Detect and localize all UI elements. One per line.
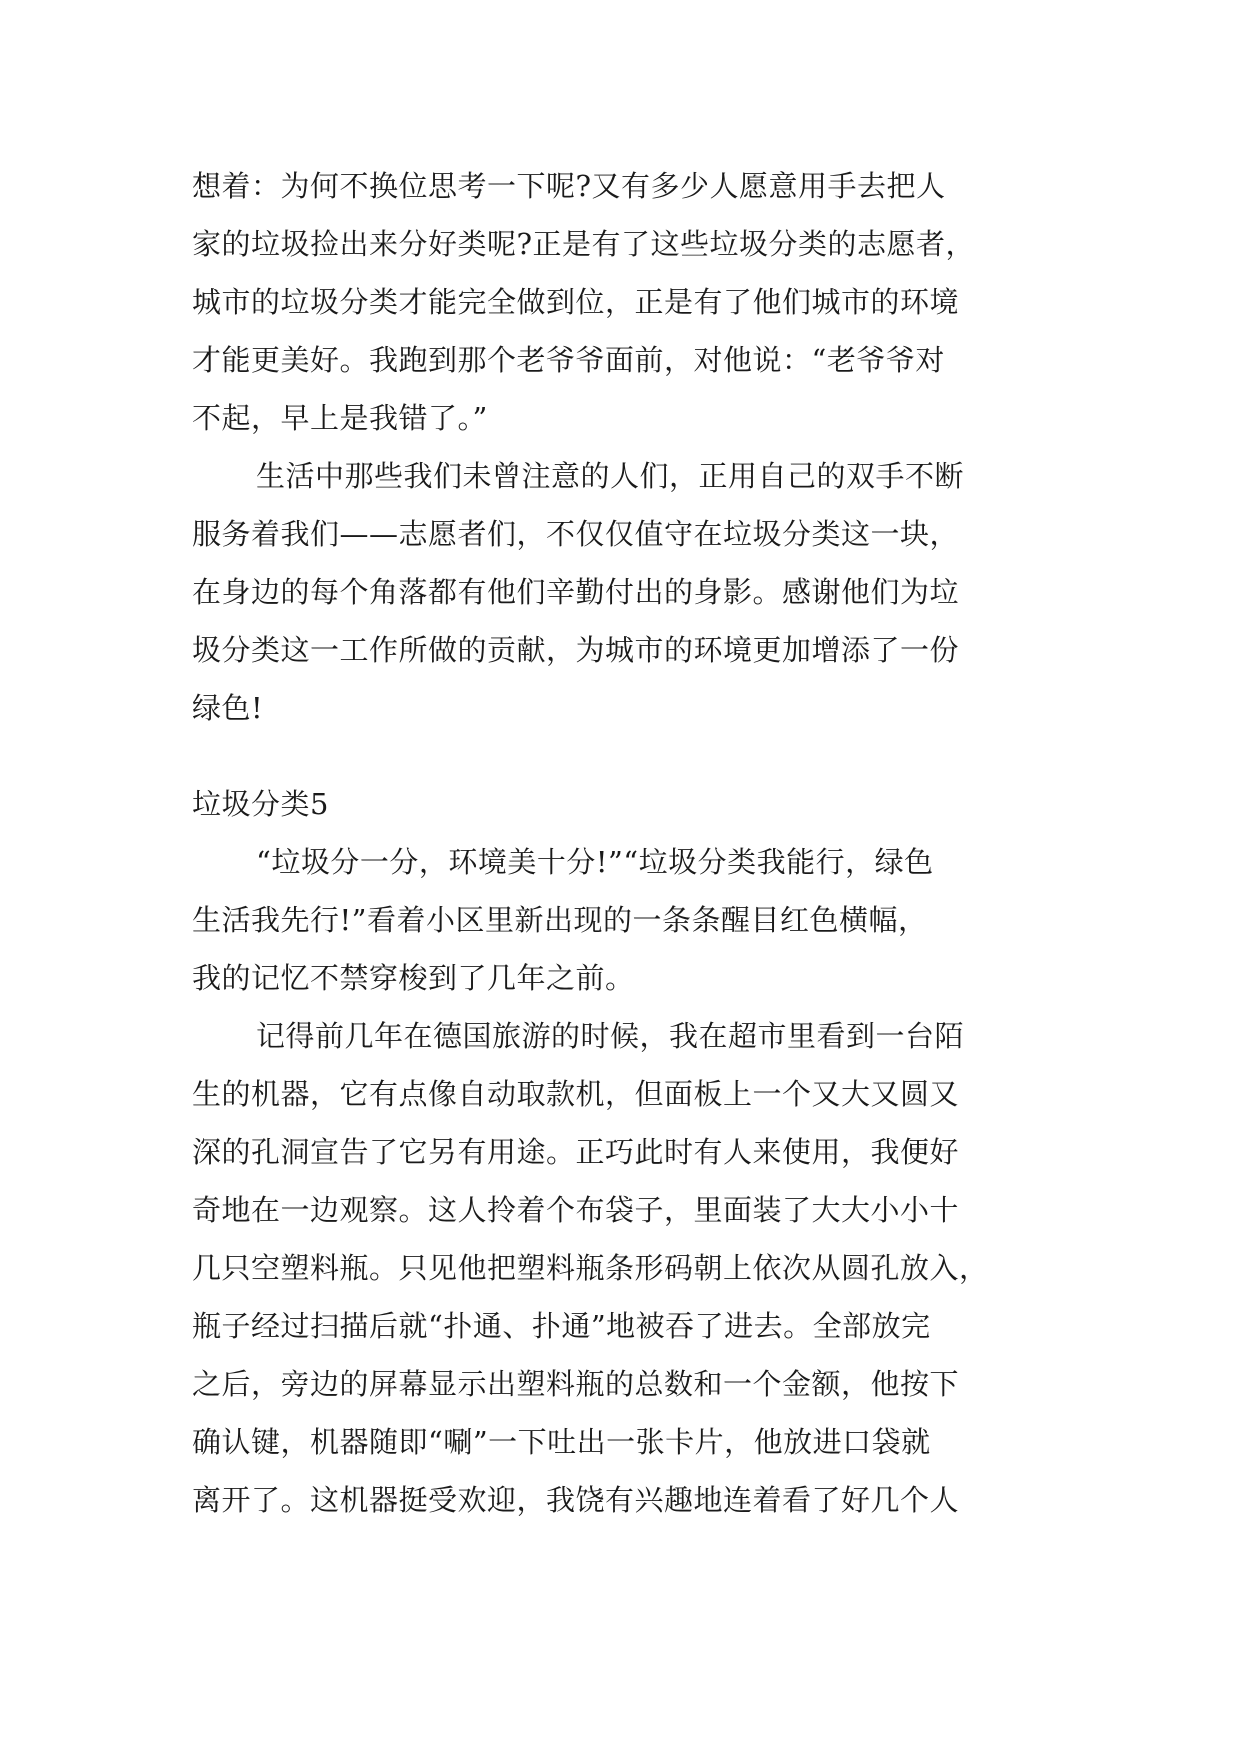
text-line: 想着：为何不换位思考一下呢?又有多少人愿意用手去把人 (192, 169, 946, 203)
text-line: 我的记忆不禁穿梭到了几年之前。 (192, 961, 635, 995)
section5-body (192, 833, 1052, 1529)
section5-paragraph-1 (192, 833, 1052, 1007)
text-line: 不起，早上是我错了。” (192, 401, 488, 435)
continued-paragraph (192, 157, 1052, 447)
text-line: 城市的垃圾分类才能完全做到位，正是有了他们城市的环境 (192, 285, 960, 319)
text-line: 才能更美好。我跑到那个老爷爷面前，对他说：“老爷爷对 (192, 343, 945, 377)
closing-paragraph (192, 447, 1052, 737)
text-line: 绿色! (192, 691, 264, 725)
text-line: 生活中那些我们未曾注意的人们，正用自己的双手不断 (256, 459, 965, 493)
text-line: 几只空塑料瓶。只见他把塑料瓶条形码朝上依次从圆孔放入， (192, 1251, 989, 1285)
text-line: 服务着我们——志愿者们，不仅仅值守在垃圾分类这一块， (192, 517, 960, 551)
text-line: 深的孔洞宣告了它另有用途。正巧此时有人来使用，我便好 (192, 1135, 960, 1169)
text-line: 确认键，机器随即“唰”一下吐出一张卡片，他放进口袋就 (192, 1425, 931, 1459)
text-line: 记得前几年在德国旅游的时候，我在超市里看到一台陌 (256, 1019, 965, 1053)
section5-paragraph-2 (192, 1007, 1052, 1529)
text-block-top (192, 157, 1052, 737)
text-line: 生活我先行!”看着小区里新出现的一条条醒目红色横幅， (192, 903, 928, 937)
text-line: 瓶子经过扫描后就“扑通、扑通”地被吞了进去。全部放完 (192, 1309, 931, 1343)
section-heading-block (192, 775, 1052, 833)
text-line: 家的垃圾捡出来分好类呢?正是有了这些垃圾分类的志愿者， (192, 227, 976, 261)
text-line: 之后，旁边的屏幕显示出塑料瓶的总数和一个金额，他按下 (192, 1367, 960, 1401)
text-line: 在身边的每个角落都有他们辛勤付出的身影。感谢他们为垃 (192, 575, 960, 609)
text-line: 离开了。这机器挺受欢迎，我饶有兴趣地连着看了好几个人 (192, 1483, 960, 1517)
section-heading: 垃圾分类5 (192, 787, 329, 821)
text-line: 生的机器，它有点像自动取款机，但面板上一个又大又圆又 (192, 1077, 960, 1111)
text-line: 圾分类这一工作所做的贡献，为城市的环境更加增添了一份 (192, 633, 960, 667)
text-line: “垃圾分一分，环境美十分!”“垃圾分类我能行，绿色 (256, 845, 934, 879)
text-line: 奇地在一边观察。这人拎着个布袋子，里面装了大大小小十 (192, 1193, 960, 1227)
